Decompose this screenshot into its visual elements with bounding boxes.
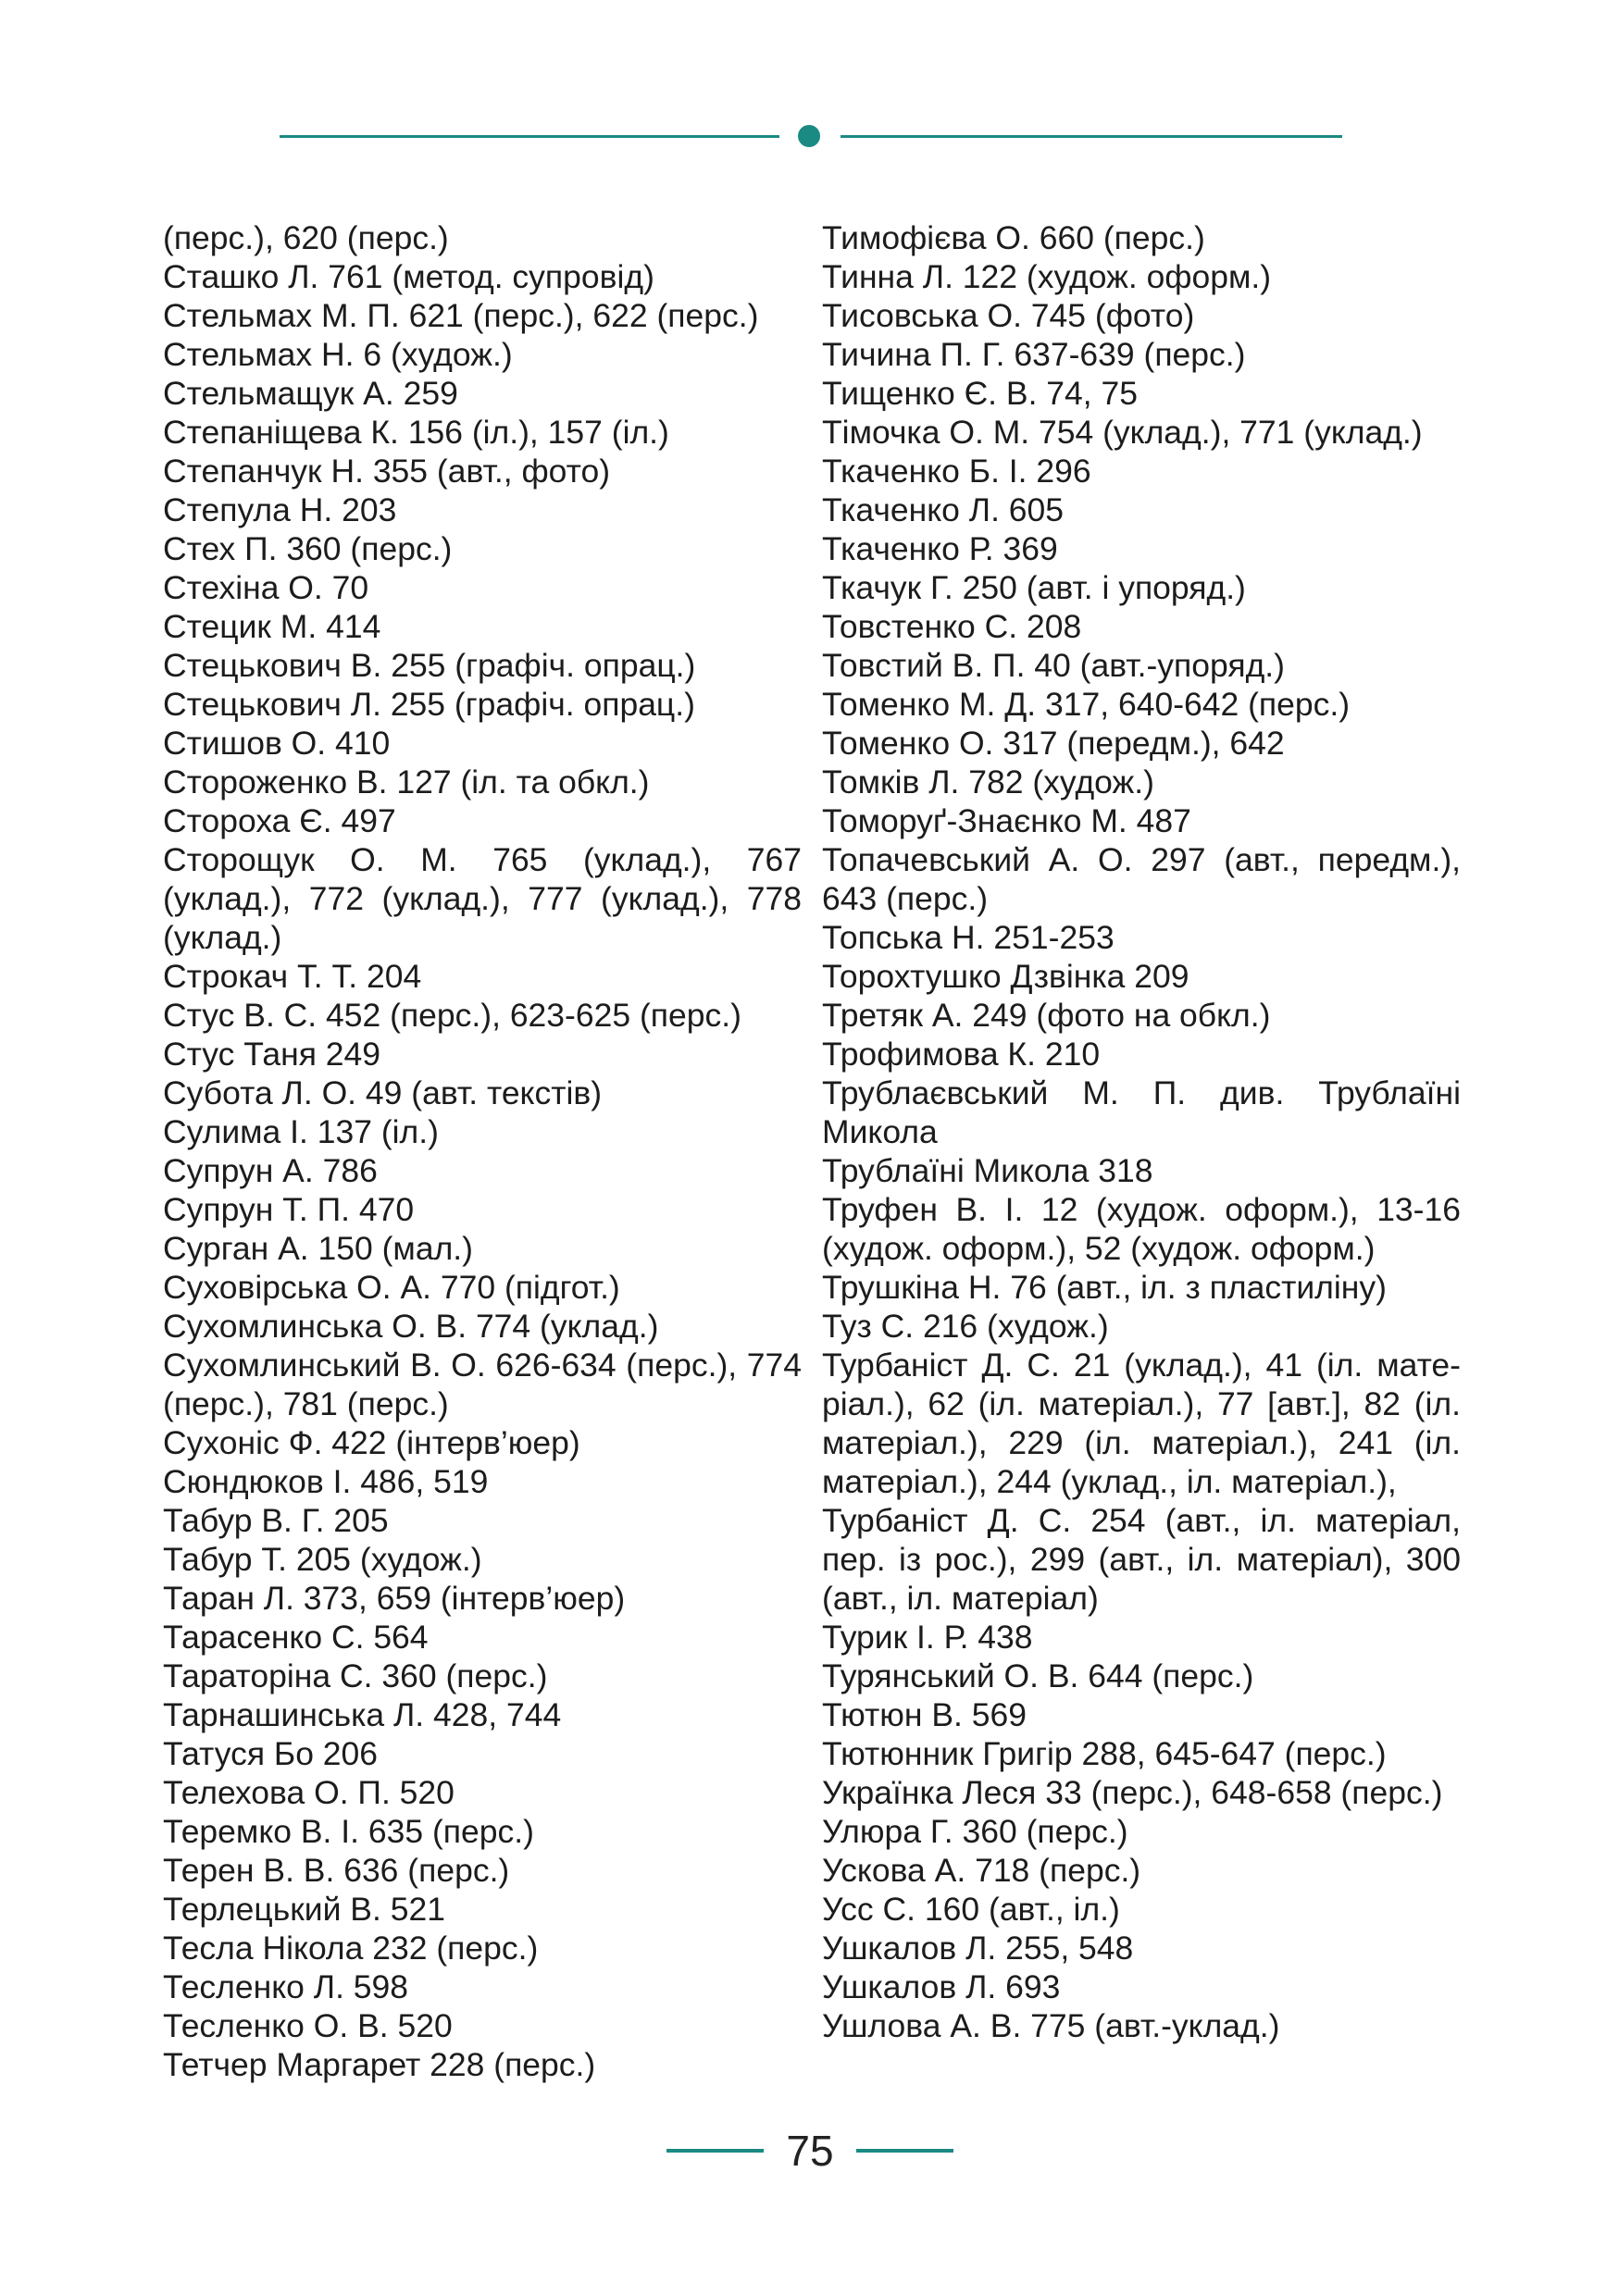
index-entry: Томенко О. 317 (передм.), 642 <box>822 725 1285 762</box>
index-entry: Строкач Т. Т. 204 <box>163 958 422 995</box>
footer-rule-right <box>856 2149 953 2153</box>
index-entry: Тютюнник Григір 288, 645-647 (перс.) <box>822 1735 1387 1772</box>
page-number: 75 <box>786 2127 834 2175</box>
index-entry: Томоруґ-Знаєнко М. 487 <box>822 802 1191 839</box>
index-entry: Ткаченко Б. І. 296 <box>822 453 1091 490</box>
index-entry: Телехова О. П. 520 <box>163 1774 455 1811</box>
index-entry: Тищенко Є. В. 74, 75 <box>822 375 1138 412</box>
index-entry: Тімочка О. М. 754 (уклад.), 771 (уклад.) <box>822 414 1423 451</box>
index-entry: Суховірська О. А. 770 (підгот.) <box>163 1269 620 1306</box>
index-entry: Турбаніст Д. С. 21 (уклад.), 41 (іл. мате-ріал.), 62 (іл. матеріал.), 77 [авт.], 82 (іл. матеріал.), 229 (іл. матеріал.), 241 (іл. матеріал.), 244 (уклад., іл. матеріал.), <box>822 1347 1461 1500</box>
index-entry: Ушлова А. В. 775 (авт.-уклад.) <box>822 2007 1280 2044</box>
index-entry: Топачевський А. О. 297 (авт., передм.), 643 (перс.) <box>822 841 1461 917</box>
index-entry: Сухомлинська О. В. 774 (уклад.) <box>163 1308 659 1345</box>
index-entry: Товстий В. П. 40 (авт.-упоряд.) <box>822 647 1285 684</box>
index-entry: Трушкіна Н. 76 (авт., іл. з пластиліну) <box>822 1269 1387 1306</box>
index-columns <box>163 218 1468 2088</box>
index-entry: Тараторіна С. 360 (перс.) <box>163 1657 548 1694</box>
index-entry: Субота Л. О. 49 (авт. текстів) <box>163 1074 603 1111</box>
index-entry: Трофимова К. 210 <box>822 1036 1101 1073</box>
index-entry: Степанчук Н. 355 (авт., фото) <box>163 453 611 490</box>
index-entry: Турик І. Р. 438 <box>822 1619 1033 1656</box>
index-entry: Стельмах Н. 6 (худож.) <box>163 336 513 373</box>
index-entry: Татуся Бо 206 <box>163 1735 379 1772</box>
index-entry: Тетчер Маргарет 228 (перс.) <box>163 2046 596 2083</box>
index-entry: Сулима І. 137 (іл.) <box>163 1113 439 1150</box>
index-entry: Ушкалов Л. 255, 548 <box>822 1930 1134 1967</box>
index-entry: Туз С. 216 (худож.) <box>822 1308 1109 1345</box>
index-entry: Стус В. С. 452 (перс.), 623-625 (перс.) <box>163 997 741 1034</box>
header-ornament <box>280 122 1342 150</box>
index-entry: Степаніщева К. 156 (іл.), 157 (іл.) <box>163 414 669 451</box>
index-entry: Стороженко В. 127 (іл. та обкл.) <box>163 763 650 800</box>
index-entry: Тисовська О. 745 (фото) <box>822 297 1195 334</box>
index-entry: Томенко М. Д. 317, 640-642 (перс.) <box>822 686 1351 723</box>
index-entry: Ушкалов Л. 693 <box>822 1968 1061 2005</box>
index-entry: Тесленко Л. 598 <box>163 1968 409 2005</box>
index-entry: Таран Л. 373, 659 (інтерв’юер) <box>163 1580 626 1617</box>
index-entry: Торохтушко Дзвінка 209 <box>822 958 1189 995</box>
index-column-right <box>822 218 1461 2045</box>
index-entry: Труфен В. І. 12 (худож. оформ.), 13-16 (худож. оформ.), 52 (худож. оформ.) <box>822 1191 1461 1267</box>
index-entry: Стороха Є. 497 <box>163 802 396 839</box>
header-rule-right <box>841 135 1342 138</box>
index-entry: Українка Леся 33 (перс.), 648-658 (перс.) <box>822 1774 1443 1811</box>
index-entry: Тарнашинська Л. 428, 744 <box>163 1696 562 1733</box>
index-entry: Супрун А. 786 <box>163 1152 378 1189</box>
index-entry: Томків Л. 782 (худож.) <box>822 763 1154 800</box>
header-rule-left <box>280 135 779 138</box>
index-entry: Терлецький В. 521 <box>163 1891 445 1928</box>
index-entry: Топська Н. 251-253 <box>822 919 1115 956</box>
index-entry: Стецик М. 414 <box>163 608 381 645</box>
index-entry: Тесла Нікола 232 (перс.) <box>163 1930 539 1967</box>
index-entry: Трублаєвський М. П. див. Трублаїні Микола <box>822 1074 1461 1150</box>
index-entry: Ткаченко Р. 369 <box>822 530 1058 567</box>
index-column-left <box>163 218 802 2084</box>
header-dot-icon <box>798 125 820 147</box>
footer-rule-left <box>666 2149 764 2153</box>
index-entry: Табур В. Г. 205 <box>163 1502 389 1539</box>
index-entry: Сурган А. 150 (мал.) <box>163 1230 473 1267</box>
index-entry: Сухомлинський В. О. 626-634 (перс.), 774 (перс.), 781 (перс.) <box>163 1347 802 1422</box>
index-entry: Стехіна О. 70 <box>163 569 369 606</box>
index-entry: Стецькович В. 255 (графіч. опрац.) <box>163 647 696 684</box>
index-entry: Степула Н. 203 <box>163 491 397 528</box>
index-entry: Товстенко С. 208 <box>822 608 1082 645</box>
index-entry: Трублаїні Микола 318 <box>822 1152 1153 1189</box>
index-entry: Третяк А. 249 (фото на обкл.) <box>822 997 1271 1034</box>
index-entry: Сухоніс Ф. 422 (інтерв’юер) <box>163 1424 580 1461</box>
index-entry: Терен В. В. 636 (перс.) <box>163 1852 510 1889</box>
index-entry: Сторощук О. М. 765 (уклад.), 767 (уклад.), 772 (уклад.), 777 (уклад.), 778 (уклад.) <box>163 841 802 956</box>
index-entry: Тичина П. Г. 637-639 (перс.) <box>822 336 1246 373</box>
index-entry: Стишов О. 410 <box>163 725 391 762</box>
index-entry: Стех П. 360 (перс.) <box>163 530 453 567</box>
index-entry: Турянський О. В. 644 (перс.) <box>822 1657 1254 1694</box>
index-entry: Тютюн В. 569 <box>822 1696 1027 1733</box>
index-entry: Супрун Т. П. 470 <box>163 1191 415 1228</box>
index-entry: Сюндюков І. 486, 519 <box>163 1463 489 1500</box>
index-entry: Теремко В. І. 635 (перс.) <box>163 1813 534 1850</box>
index-entry: Турбаніст Д. С. 254 (авт., іл. матеріал, пер. із рос.), 299 (авт., іл. матеріал), 300 (авт., іл. матеріал) <box>822 1502 1461 1617</box>
index-entry: Тимофієва О. 660 (перс.) <box>822 219 1205 256</box>
index-entry: Тарасенко С. 564 <box>163 1619 429 1656</box>
page-footer <box>666 2123 953 2178</box>
index-entry: Усс С. 160 (авт., іл.) <box>822 1891 1120 1928</box>
index-entry: Стус Таня 249 <box>163 1036 381 1073</box>
index-entry: Улюра Г. 360 (перс.) <box>822 1813 1128 1850</box>
index-entry: Ускова А. 718 (перс.) <box>822 1852 1141 1889</box>
index-entry: Тинна Л. 122 (худож. оформ.) <box>822 258 1272 295</box>
index-entry: Стецькович Л. 255 (графіч. опрац.) <box>163 686 695 723</box>
index-entry: Ткачук Г. 250 (авт. і упоряд.) <box>822 569 1246 606</box>
index-entry: (перс.), 620 (перс.) <box>163 219 449 256</box>
index-entry: Тесленко О. В. 520 <box>163 2007 453 2044</box>
index-entry: Сташко Л. 761 (метод. супровід) <box>163 258 654 295</box>
index-entry: Табур Т. 205 (худож.) <box>163 1541 482 1578</box>
index-entry: Ткаченко Л. 605 <box>822 491 1065 528</box>
index-entry: Стельмащук А. 259 <box>163 375 458 412</box>
index-entry: Стельмах М. П. 621 (перс.), 622 (перс.) <box>163 297 759 334</box>
